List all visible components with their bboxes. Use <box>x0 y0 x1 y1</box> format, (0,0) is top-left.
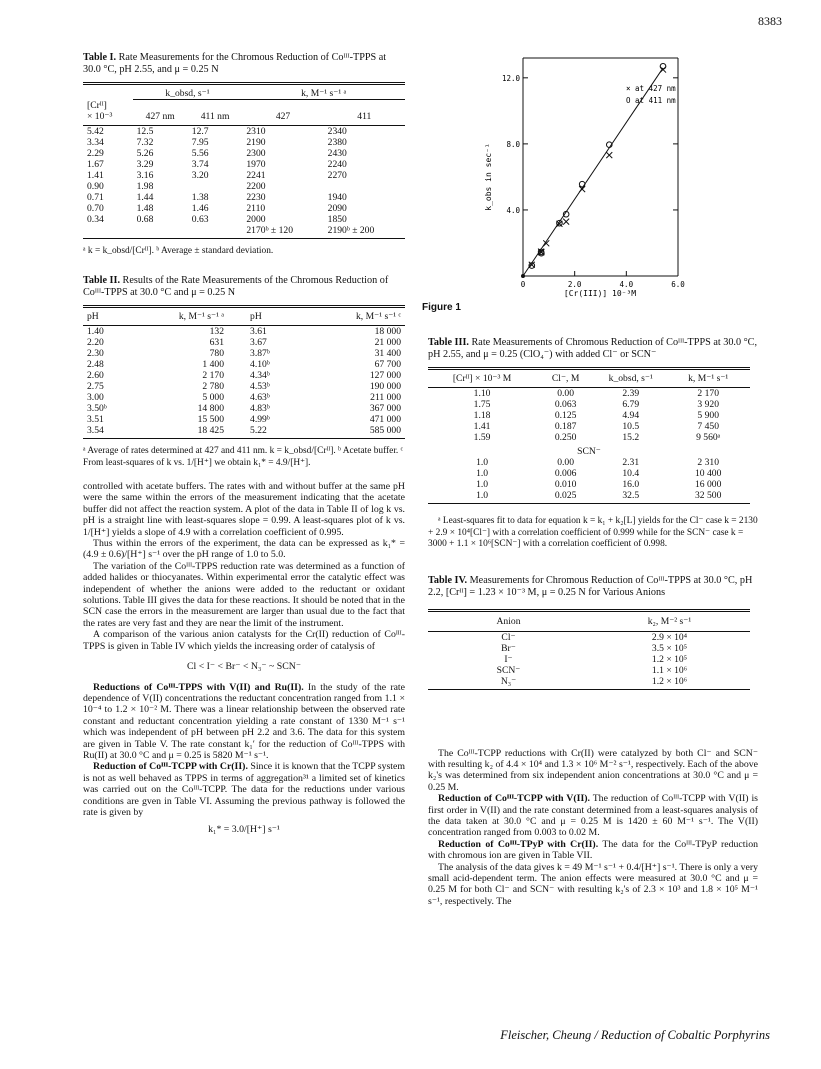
table1-row-cell: 2340 <box>327 125 347 137</box>
table3-row-cell: 0.250 <box>554 432 577 443</box>
table2-row-cell: 5 000 <box>202 392 225 403</box>
fit-line <box>523 68 663 276</box>
paragraph: Thus within the errors of the experiment, the data can be expressed as k₁* = (4.9 ± 0.6)/[H⁺] s⁻¹ over the pH range of 1.0 to 5.0. <box>83 538 405 561</box>
table2-row-cell: 4.34ᵇ <box>250 370 270 381</box>
table4-row-cell: SCN⁻ <box>496 664 521 676</box>
table2-row-cell: 2 780 <box>202 381 225 392</box>
table2-caption-label: Table II. <box>83 275 120 286</box>
table2-row-cell: 3.54 <box>87 425 104 436</box>
figure1-plot <box>428 48 758 300</box>
paragraph-heading: Reduction of Coᴵᴵᴵ-TPyP with Cr(II). <box>438 838 599 850</box>
table1-row-cell: 0.63 <box>191 213 209 225</box>
table2-row <box>83 381 405 392</box>
table1-row-cell: 1.98 <box>136 180 154 192</box>
figure1-ticks <box>502 74 685 289</box>
table4-row-cell: 1.2 × 10⁵ <box>651 653 688 665</box>
table2-row-cell: 3.61 <box>250 326 267 337</box>
table2-row-cell: 21 000 <box>374 337 401 348</box>
table3-row-cell: 0.025 <box>554 490 577 501</box>
table1-row <box>83 137 405 148</box>
table3-row-cell: 1.0 <box>476 490 489 501</box>
x-tick-label: 2.0 <box>567 280 582 289</box>
table1-row-cell: 2300 <box>246 147 266 159</box>
table1-row-cell: 5.42 <box>87 125 104 137</box>
table1-row-cell: 1940 <box>327 191 347 203</box>
table2-caption <box>83 275 405 299</box>
table2-row <box>83 326 405 338</box>
table3-row-cell: 9 560ᵃ <box>696 432 721 443</box>
table1-row-cell: 1.41 <box>87 169 104 181</box>
table1-row-cell: 12.7 <box>191 125 209 137</box>
table2-header: pH <box>250 311 262 322</box>
table1-row-cell: 1.46 <box>191 202 209 214</box>
y-tick-label: 12.0 <box>501 73 520 83</box>
table3-row-cell: 7 450 <box>697 421 719 432</box>
x-tick-label: 0 <box>520 280 526 289</box>
table4-caption <box>428 575 758 599</box>
legend-entry-x: × at 427 nm <box>626 84 676 93</box>
table2-row <box>83 414 405 425</box>
table2-row-cell: 18 425 <box>197 425 225 436</box>
table1-row-cell: 2230 <box>246 191 266 203</box>
table2-row-cell: 2.48 <box>87 359 104 370</box>
paragraph-heading: Reductions of Coᴵᴵᴵ-TPPS with V(II) and Ru(II). <box>93 681 304 693</box>
table1-row-cell: 2090 <box>327 202 347 214</box>
table1-row-cell: 2190ᵇ ± 200 <box>327 224 375 236</box>
table1-row-cell: 2170ᵇ ± 120 <box>246 224 293 236</box>
data-point-411nm <box>579 181 585 187</box>
table3-row <box>428 388 750 400</box>
right-body-text <box>428 748 758 908</box>
data-point-427nm <box>606 152 612 158</box>
table1-row-cell: 3.34 <box>87 136 104 148</box>
table2-row-cell: 585 000 <box>369 425 401 436</box>
table2-row-cell: 132 <box>209 326 225 337</box>
table1-row-cell: 1.67 <box>87 158 104 170</box>
table4-row-cell: 1.2 × 10⁶ <box>651 675 688 687</box>
table2-row-cell: 190 000 <box>369 381 401 392</box>
table3-header: [Crᴵᴵ] × 10⁻³ M <box>452 373 512 384</box>
table3-row <box>428 410 750 421</box>
table1-row-cell <box>83 225 133 236</box>
table2-row-cell: 211 000 <box>370 392 401 403</box>
table1-row-cell: 1.48 <box>136 202 154 214</box>
table1-row-cell: 7.95 <box>191 136 209 148</box>
table2-header: k, M⁻¹ s⁻¹ ᶜ <box>356 311 401 322</box>
table1-row-cell <box>324 181 405 192</box>
page-number: 8383 <box>758 14 782 28</box>
table3-scn-label: SCN⁻ <box>577 446 601 457</box>
table2-row-cell: 15 500 <box>197 414 225 425</box>
table1-row-cell: 1850 <box>327 213 347 225</box>
table3-row-cell: 2 170 <box>697 388 719 399</box>
table3-row-cell: 32.5 <box>622 490 640 501</box>
table2-row-cell: 3.51 <box>87 414 104 425</box>
y-tick-label: 4.0 <box>506 205 520 215</box>
table2 <box>83 305 405 436</box>
y-axis-label: k_obs in sec⁻¹ <box>484 143 493 211</box>
table4-body <box>428 631 750 687</box>
table2-bottom-rule <box>83 438 405 439</box>
table4-row <box>428 631 750 643</box>
table4-row-cell: N₃⁻ <box>500 675 517 687</box>
table1-footnote: ᵃ k = k_obsd/[Crᴵᴵ]. ᵇ Average ± standard deviation. <box>83 245 274 256</box>
table3-row-cell: 6.79 <box>622 399 640 410</box>
paragraph-text: In the study of the rate dependence of V(II) concentrations the reductant concentration ranged from 1.1 × 10⁻⁴ to 1.2 × 10⁻² M. There was a linear relationship between the observed rate constant and reductant concentration yielding a rate constant of 1330 M⁻¹ s⁻¹ which was independent of pH between pH 2.2 and 3.6. The data for this system are given in Table V. The rate constant k₁′ for the reduction of Coᴵᴵᴵ-TPPS with Ru(II) at 30.0 °C and μ = 0.25 is 5820 M⁻¹ s⁻¹. <box>83 681 406 761</box>
table1-row <box>83 125 405 137</box>
table2-body <box>83 326 405 437</box>
table3-row-cell: 1.0 <box>476 457 489 468</box>
right-column <box>422 48 759 907</box>
table1-subheader: 427 <box>275 110 291 122</box>
origin-point <box>521 274 525 278</box>
table2-row-cell: 367 000 <box>369 403 401 414</box>
table1-rowheader-1: [Crᴵᴵ] <box>87 99 107 111</box>
table2-row <box>83 348 405 359</box>
table2-row-cell: 3.00 <box>87 392 104 403</box>
table4-row-cell: Br⁻ <box>501 642 516 654</box>
paragraph: The variation of the Coᴵᴵᴵ-TPPS reduction rate was determined as a function of added halides or thiocyanates. Within experimental error the catalytic effect was independent of whether the anions were added to the reductant or oxidant solutions. Table III gives the data for these reactions. It should be noted that in the SCN case the errors in the measurement are larger than usual due to the fact that the rates are very fast and they are near the limit of the instrument. <box>83 560 405 629</box>
table2-row-cell: 3.87ᵇ <box>250 348 270 359</box>
table1-row-cell <box>188 225 243 236</box>
table1-subheader: 411 nm <box>200 110 230 122</box>
table3-caption-label: Table III. <box>428 337 469 348</box>
table1-body <box>83 125 405 236</box>
table1-subheader: 411 <box>357 110 372 122</box>
legend-entry-o: O at 411 nm <box>626 96 676 105</box>
table2-row-cell: 2.75 <box>87 381 104 392</box>
table2-row-cell: 780 <box>209 348 225 359</box>
table1-row-cell <box>133 225 188 236</box>
table3-footnote: ᵃ Least-squares fit to data for equation k = k₁ + k₂[L] yields for the Cl⁻ case k = 2130 + 2.9 × 10⁴[Cl⁻] with a correlation coefficient of 0.999 while for the SCN⁻ case k = 3000 + 1.1 × 10⁶[SCN⁻] with a correlation coefficient of 0.998. <box>428 516 758 549</box>
table1-row <box>83 170 405 181</box>
table2-row <box>83 370 405 381</box>
table2-caption-text: Results of the Rate Measurements of the Chromous Reduction of Coᴵᴵᴵ-TPPS at 30.0 °C and μ = 0.25 N <box>83 275 389 298</box>
table1-row-cell: 1.44 <box>136 191 154 203</box>
left-column <box>83 52 405 836</box>
table4-row-cell: 3.5 × 10⁵ <box>651 642 688 654</box>
y-tick-label: 8.0 <box>506 139 520 149</box>
paragraph: The analysis of the data gives k = 49 M⁻¹ s⁻¹ + 0.4/[H⁺] s⁻¹. There is only a very small acid-dependent term. The anion effects were measured at 30.0 °C and μ = 0.25 M for both Cl⁻ and SCN⁻ with resulting k₂'s of 2.3 × 10³ and 1.8 × 10⁵ M⁻¹ s⁻¹, respectively. The <box>428 861 758 907</box>
rate-equation: k₁* = 3.0/[H⁺] s⁻¹ <box>208 824 280 836</box>
left-body-text <box>83 481 405 836</box>
table3 <box>428 367 750 501</box>
table2-row-cell: 631 <box>209 337 225 348</box>
table3-row-cell: 1.10 <box>473 388 491 399</box>
x-tick-label: 4.0 <box>619 280 634 289</box>
table4-row <box>428 654 750 665</box>
table2-row-cell: 4.99ᵇ <box>250 414 270 425</box>
table1 <box>83 82 405 236</box>
table3-row-cell: 4.94 <box>622 410 640 421</box>
table1-row-cell: 0.70 <box>87 202 104 214</box>
table3-row-cell: 1.0 <box>476 468 489 479</box>
table1-caption-label: Table I. <box>83 52 117 63</box>
figure1-marks <box>521 63 666 278</box>
table1-row-cell: 2190 <box>246 136 266 148</box>
table2-row-cell: 31 400 <box>374 348 401 359</box>
paragraph <box>428 839 758 862</box>
table3-row-cell: 3 920 <box>697 399 719 410</box>
paragraph-heading: Reduction of Coᴵᴵᴵ-TCPP with Cr(II). <box>93 761 248 773</box>
table4-row-cell: Cl⁻ <box>501 631 516 643</box>
table2-row-cell: 471 000 <box>369 414 401 425</box>
running-footer: Fleischer, Cheung / Reduction of Cobaltic Porphyrins <box>500 1028 770 1042</box>
table1-row-cell: 0.68 <box>136 213 154 225</box>
table2-row <box>83 337 405 348</box>
table1-caption <box>83 52 405 76</box>
table1-row-cell: 2430 <box>327 147 347 159</box>
table3-row-cell: 2 310 <box>697 457 719 468</box>
table1-row <box>83 148 405 159</box>
table1-row-cell: 3.16 <box>136 169 154 181</box>
table3-row-cell: 0.010 <box>554 479 577 490</box>
table1-row-cell: 0.34 <box>87 213 104 225</box>
table2-footnote: ᵃ Average of rates determined at 427 and 411 nm. k = k_obsd/[Crᴵᴵ]. ᵇ Acetate buffer. ᶜ From least-squares of k vs. 1/[H⁺] we obtain k₁* = 4.9/[H⁺]. <box>83 446 404 468</box>
table1-row <box>83 192 405 203</box>
table2-row-cell: 1.40 <box>87 326 104 337</box>
table3-row-cell: 0.00 <box>557 388 575 399</box>
table3-row <box>428 399 750 410</box>
table3-row-cell: 0.00 <box>557 457 575 468</box>
table3-row-cell: 10 400 <box>695 468 722 479</box>
table2-row <box>83 359 405 370</box>
table1-row-cell: 2310 <box>246 125 266 137</box>
table3-row-cell: 10.5 <box>622 421 640 432</box>
data-point-427nm <box>563 219 569 225</box>
table3-row-cell: 1.75 <box>473 399 491 410</box>
paragraph-heading: Reduction of Coᴵᴵᴵ-TCPP with V(II). <box>438 793 590 805</box>
table1-row <box>83 181 405 192</box>
paragraph-text: The data for the Coᴵᴵᴵ-TPyP reduction with chromous ion are given in Table VII. <box>428 838 759 862</box>
table2-row-cell: 5.22 <box>250 425 267 436</box>
table3-row-cell: 0.125 <box>554 410 577 421</box>
table4-row <box>428 665 750 676</box>
figure1-caption: Figure 1 <box>422 302 461 313</box>
table2-row <box>83 425 405 436</box>
table3-row-cell: 16.0 <box>622 479 640 490</box>
table3-row-cell: 32 500 <box>695 490 722 501</box>
table3-row-cell: 1.59 <box>473 432 491 443</box>
table2-header: pH <box>87 311 99 322</box>
table1-row <box>83 203 405 214</box>
table3-bottom-rule <box>428 503 750 504</box>
table3-row-cell: 15.2 <box>622 432 640 443</box>
table3-caption-text: Rate Measurements of Chromous Reduction of Coᴵᴵᴵ-TPPS at 30.0 °C, pH 2.55, and μ = 0.25 (ClO₄⁻) with added Cl⁻ or SCN⁻ <box>428 337 758 360</box>
table1-group-k: k, M⁻¹ s⁻¹ ᵃ <box>242 88 405 100</box>
paragraph <box>428 793 758 839</box>
paragraph: A comparison of the various anion catalysts for the Cr(II) reduction of Coᴵᴵᴵ-TPPS is given in Table IV which yields the increasing order of catalysis of <box>83 629 405 652</box>
table1-row-cell: 3.29 <box>136 158 154 170</box>
table1-row <box>83 225 405 236</box>
table2-row-cell: 4.63ᵇ <box>250 392 270 403</box>
table3-header: Cl⁻, M <box>551 373 580 384</box>
table3-row <box>428 421 750 432</box>
table4-row <box>428 643 750 654</box>
table2-row-cell: 2.60 <box>87 370 104 381</box>
table2-row-cell: 4.83ᵇ <box>250 403 270 414</box>
table2-row-cell: 127 000 <box>369 370 401 381</box>
table2-row-cell: 4.10ᵇ <box>250 359 270 370</box>
table1-row-cell: 2240 <box>327 158 347 170</box>
table3-row-cell: 1.41 <box>473 421 491 432</box>
table4-row <box>428 676 750 687</box>
table2-row-cell: 18 000 <box>374 326 401 337</box>
table3-row-cell: 1.0 <box>476 479 489 490</box>
table2-row <box>83 403 405 414</box>
table2-row-cell: 3.50ᵇ <box>87 403 107 414</box>
table4-caption-text: Measurements for Chromous Reduction of Coᴵᴵᴵ-TPPS at 30.0 °C, pH 2.2, [Crᴵᴵ] = 1.23 × 10⁻³ M, μ = 0.25 N for Various Anions <box>428 574 753 598</box>
table1-row-cell: 12.5 <box>136 125 154 137</box>
table3-row-cell: 5 900 <box>697 410 719 421</box>
table2-row-cell: 2 170 <box>202 370 225 381</box>
table2-row <box>83 392 405 403</box>
table1-row-cell: 1970 <box>246 158 266 170</box>
table4-row-cell: 1.1 × 10⁶ <box>651 664 688 676</box>
table4-row-cell: 2.9 × 10⁴ <box>651 631 688 643</box>
paragraph: controlled with acetate buffers. The rates with and without buffer at the same pH were the same within the errors of the measurement indicating that the acetate buffer did not affect the reaction system. A plot of the data in Table II of log k vs. pH is a straight line with least-squares slope = 0.99. A least-squares plot of k vs. 1/[H⁺] yields a slope of 4.9 with a correlation coefficient of 0.995. <box>83 481 405 538</box>
table1-row-cell: 0.71 <box>87 191 104 203</box>
table1-row-cell: 7.32 <box>136 136 154 148</box>
table3-row <box>428 457 750 468</box>
table1-rowheader-2: × 10⁻³ <box>87 110 113 122</box>
table1-row-cell: 2380 <box>327 136 347 148</box>
table3-row-cell: 2.31 <box>622 457 640 468</box>
table3-row-cell: 0.063 <box>554 399 577 410</box>
table3-row <box>428 479 750 490</box>
table2-row-cell: 2.30 <box>87 348 104 359</box>
table4-header: Anion <box>496 615 521 627</box>
x-axis-label: [Cr(III)] 10⁻³M <box>563 289 637 298</box>
table1-group-kobsd: k_obsd, s⁻¹ <box>133 88 243 100</box>
table3-scn-rows <box>428 457 750 501</box>
paragraph-text: The reduction of Coᴵᴵᴵ-TCPP with V(II) is first order in V(II) and the rate constant determined from a least-squares analysis of the data taken at 30.0 °C and μ = 0.25 M is 1420 ± 60 M⁻¹ s⁻¹. The V(II) concentration ranged from 0.003 to 0.02 M. <box>428 793 758 839</box>
table3-row-cell: 10.4 <box>622 468 640 479</box>
table3-row-cell: 2.39 <box>622 388 640 399</box>
table2-row-cell: 1 400 <box>202 359 225 370</box>
table1-row-cell: 3.20 <box>191 169 209 181</box>
table3-row-cell: 0.006 <box>554 468 577 479</box>
catalysis-order: Cl < I⁻ < Br⁻ < N₃⁻ ~ SCN⁻ <box>186 661 302 673</box>
table3-row-cell: 0.187 <box>554 421 577 432</box>
table3-header: k, M⁻¹ s⁻¹ <box>688 373 729 384</box>
table1-row-cell: 2000 <box>246 213 266 225</box>
table3-header: k_obsd, s⁻¹ <box>608 373 653 384</box>
table1-row-cell: 5.26 <box>136 147 154 159</box>
table1-row-cell <box>188 181 243 192</box>
x-tick-label: 6.0 <box>671 280 685 289</box>
table3-row <box>428 490 750 501</box>
table3-row <box>428 468 750 479</box>
table2-row-cell: 4.53ᵇ <box>250 381 270 392</box>
table1-row-cell: 2110 <box>246 202 266 214</box>
table1-row <box>83 159 405 170</box>
paragraph: The Coᴵᴵᴵ-TCPP reductions with Cr(II) were catalyzed by both Cl⁻ and SCN⁻ with resulting k₂ of 4.4 × 10⁴ and 1.3 × 10⁶ M⁻² s⁻¹, respectively. Each of the above k₂'s was determined from six independent anion concentrations at 30.0 °C and μ = 0.25 M. <box>428 747 758 793</box>
table4-caption-label: Table IV. <box>428 574 468 586</box>
table1-row-cell: 1.38 <box>191 191 209 203</box>
table2-row-cell: 67 700 <box>374 359 401 370</box>
table4-header: k₂, M⁻² s⁻¹ <box>647 615 692 627</box>
table1-row-cell: 3.74 <box>191 158 209 170</box>
figure1-frame <box>484 58 678 298</box>
table3-row <box>428 432 750 443</box>
table2-header: k, M⁻¹ s⁻¹ ᵃ <box>178 311 225 322</box>
paragraph-text: Since it is known that the TCPP system is not as well behaved as TPPS in terms of aggregation³¹ a limited set of kinetics was carried out on the Coᴵᴵᴵ-TCPP. The data for the reductions under various conditions are gven in Table VI. Assuming the previous pathway is followed the rate is given by <box>83 761 405 818</box>
table1-row <box>83 214 405 225</box>
table3-caption <box>428 337 758 361</box>
table1-subheader: 427 nm <box>145 110 175 122</box>
paragraph <box>83 682 405 762</box>
table1-row-cell: 5.56 <box>191 147 209 159</box>
table4 <box>428 609 750 687</box>
table2-row-cell: 14 800 <box>197 403 225 414</box>
table1-caption-text: Rate Measurements for the Chromous Reduction of Coᴵᴵᴵ-TPPS at 30.0 °C, pH 2.55, and μ = 0.25 N <box>83 52 387 75</box>
paragraph <box>83 761 405 818</box>
table3-row-cell: 1.18 <box>473 410 491 421</box>
table1-row-cell: 0.90 <box>87 180 104 192</box>
table2-row-cell: 3.67 <box>250 337 267 348</box>
table4-bottom-rule <box>428 689 750 690</box>
table3-cl-rows <box>428 388 750 444</box>
table4-row-cell: I⁻ <box>504 653 513 665</box>
table3-row-cell: 16 000 <box>695 479 722 490</box>
table2-row-cell: 2.20 <box>87 337 104 348</box>
table1-bottom-rule <box>83 238 405 239</box>
table1-row-cell: 2200 <box>246 180 266 192</box>
table1-row-cell: 2.29 <box>87 147 104 159</box>
table1-row-cell: 2270 <box>327 169 347 181</box>
table1-row-cell: 2241 <box>246 169 266 181</box>
